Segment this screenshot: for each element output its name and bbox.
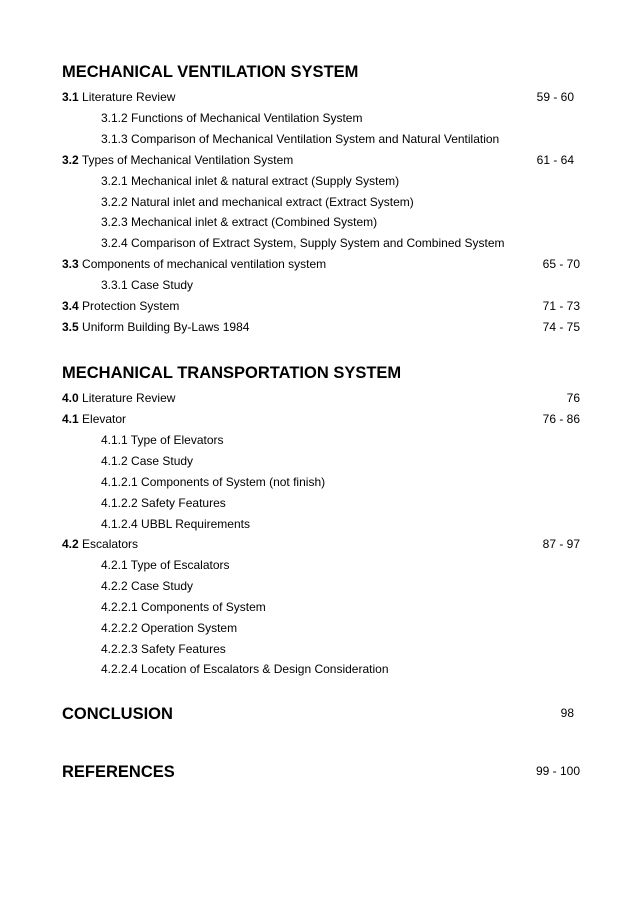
references-pages: 99 - 100 (535, 764, 580, 778)
entry-title: Literature Review (82, 90, 176, 104)
toc-entry (62, 389, 580, 407)
conclusion-heading: CONCLUSION (62, 705, 173, 723)
entry-title: Escalators (82, 537, 139, 551)
toc-subentry (101, 515, 580, 533)
entry-title: 4.1.2.2 Safety Features (101, 496, 226, 510)
toc-subentry (101, 234, 580, 252)
toc-entry (62, 255, 580, 273)
section-heading-mechanical-transportation: MECHANICAL TRANSPORTATION SYSTEM (62, 364, 402, 382)
toc-subentry (101, 431, 580, 449)
entry-title: 4.1.2.1 Components of System (not finish) (101, 475, 326, 489)
entry-title: Types of Mechanical Ventilation System (81, 153, 294, 167)
entry-title: 4.1.2 Case Study (101, 454, 194, 468)
entry-number: 4.1 (62, 412, 79, 426)
entry-number: 3.2 (62, 153, 79, 167)
entry-title: 4.2.2.2 Operation System (101, 621, 238, 635)
entry-pages: 76 (566, 391, 580, 405)
entry-title: 4.2.2.4 Location of Escalators & Design Consideration (101, 662, 389, 676)
entry-title: 3.1.2 Functions of Mechanical Ventilation System (101, 111, 363, 125)
conclusion-pages: 98 (560, 706, 574, 720)
entry-title: 4.2.2.3 Safety Features (101, 642, 226, 656)
entry-number: 3.3 (62, 257, 79, 271)
entry-pages: 61 - 64 (536, 153, 574, 167)
toc-subentry (101, 577, 580, 595)
entry-number: 4.0 (62, 391, 79, 405)
entry-title: Protection System (82, 299, 180, 313)
toc-subentry (101, 494, 580, 512)
toc-entry (62, 88, 580, 106)
entry-number: 3.1 (62, 90, 79, 104)
toc-entry (62, 535, 580, 553)
entry-number: 3.4 (62, 299, 79, 313)
toc-entry (62, 410, 580, 428)
toc-subentry (101, 660, 580, 678)
entry-number: 4.2 (62, 537, 79, 551)
entry-number: 3.5 (62, 320, 79, 334)
toc-entry (62, 318, 580, 336)
toc-entry (62, 151, 580, 169)
entry-pages: 74 - 75 (542, 320, 580, 334)
toc-subentry (101, 452, 580, 470)
entry-pages: 59 - 60 (536, 90, 574, 104)
entry-title: Elevator (82, 412, 127, 426)
entry-title: 3.2.3 Mechanical inlet & extract (Combined System) (101, 215, 378, 229)
toc-subentry (101, 109, 580, 127)
entry-title: 3.2.1 Mechanical inlet & natural extract (Supply System) (101, 174, 400, 188)
section-heading-mechanical-ventilation: MECHANICAL VENTILATION SYSTEM (62, 63, 359, 81)
toc-subentry (101, 598, 580, 616)
entry-title: 3.1.3 Comparison of Mechanical Ventilation System and Natural Ventilation (101, 132, 500, 146)
toc-subentry (101, 172, 580, 190)
entry-title: 3.2.4 Comparison of Extract System, Supply System and Combined System (101, 236, 505, 250)
references-heading: REFERENCES (62, 763, 175, 781)
entry-title: Components of mechanical ventilation system (82, 257, 327, 271)
toc-entry (62, 297, 580, 315)
entry-title: 4.2.1 Type of Escalators (101, 558, 230, 572)
toc-subentry (101, 640, 580, 658)
entry-title: 4.1.2.4 UBBL Requirements (101, 517, 250, 531)
entry-title: Literature Review (82, 391, 176, 405)
toc-subentry (101, 276, 580, 294)
entry-pages: 76 - 86 (542, 412, 580, 426)
entry-title: 4.1.1 Type of Elevators (101, 433, 224, 447)
entry-title: 4.2.2.1 Components of System (101, 600, 266, 614)
entry-title: 3.3.1 Case Study (101, 278, 194, 292)
entry-pages: 87 - 97 (542, 537, 580, 551)
entry-title: 3.2.2 Natural inlet and mechanical extract (Extract System) (101, 195, 414, 209)
entry-pages: 71 - 73 (542, 299, 580, 313)
toc-subentry (101, 193, 580, 211)
toc-subentry (101, 130, 580, 148)
toc-subentry (101, 473, 580, 491)
entry-title: 4.2.2 Case Study (101, 579, 194, 593)
entry-pages: 65 - 70 (542, 257, 580, 271)
toc-subentry (101, 213, 580, 231)
toc-subentry (101, 619, 580, 637)
toc-subentry (101, 556, 580, 574)
entry-title: Uniform Building By-Laws 1984 (82, 320, 250, 334)
